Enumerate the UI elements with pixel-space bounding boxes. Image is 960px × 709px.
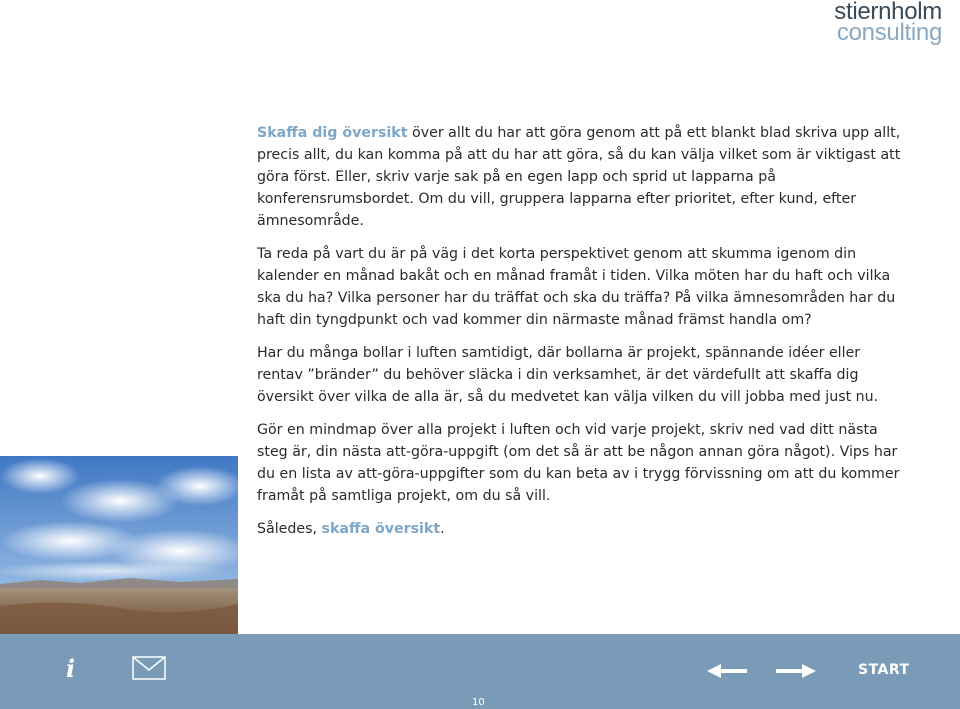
page-number: 10 [472, 697, 485, 708]
paragraph-2: Ta reda på vart du är på väg i det korta perspektivet genom att skumma igenom din kalender en månad bakåt och en månad framåt i tiden. Vilka möten har du haft och vilka ska du ha? Vilka personer har du träffat och ska du träffa? På vilka ämnesområden har du haft din tyngdpunkt och vad kommer din närmaste månad främst handla om? [257, 246, 896, 328]
arrow-left-shape [707, 664, 747, 678]
paragraph-1 [257, 122, 907, 232]
arrow-right-shape [776, 664, 816, 678]
envelope-shape [132, 656, 166, 680]
paragraph-text: över allt du har att göra genom att på ett blankt blad skriva upp allt, precis allt, du kan komma på att du har att göra, så du kan välja vilket som är viktigast att göra först. Eller, skriv varje sak på en egen lapp och sprid ut lapparna på konferensrumsbordet. Om du vill, gruppera lapparna efter prioritet, efter kund, efter ämnesområde. [257, 125, 901, 229]
landscape-photo [0, 456, 238, 634]
highlight-phrase: Skaffa dig översikt [257, 125, 408, 141]
highlight-phrase: skaffa översikt [321, 521, 441, 537]
brand-subname: consulting [836, 19, 942, 47]
paragraph-prefix: Således, [257, 521, 322, 537]
mail-icon[interactable] [132, 656, 166, 684]
landscape-photo-image [0, 456, 238, 634]
paragraph-suffix: . [440, 521, 445, 537]
arrow-right-icon[interactable] [776, 663, 816, 682]
paragraph-4: Gör en mindmap över alla projekt i luften och vid varje projekt, skriv ned vad ditt nästa steg är, din nästa att-göra-uppgift (om det så är att be någon annan göra något). Vips har du en lista av att-göra-uppgifter som du kan beta av i trygg förvissning om att du kommer framåt på samtliga projekt, om du så vill. [257, 422, 900, 504]
info-icon[interactable]: i [66, 654, 76, 683]
brand-name: stiernholm [834, 0, 942, 25]
paragraph-5 [257, 518, 907, 540]
arrow-left-icon[interactable] [707, 663, 747, 682]
article-body [257, 122, 907, 551]
paragraph-3: Har du många bollar i luften samtidigt, där bollarna är projekt, spännande idéer eller rentav ”bränder” du behöver släcka i din verksamhet, är det värdefullt att skaffa dig översikt över vilka de alla är, så du medvetet kan välja vilken du vill jobba med just nu. [257, 345, 879, 405]
start-button[interactable]: START [858, 662, 910, 678]
brand-logo [834, 0, 942, 47]
